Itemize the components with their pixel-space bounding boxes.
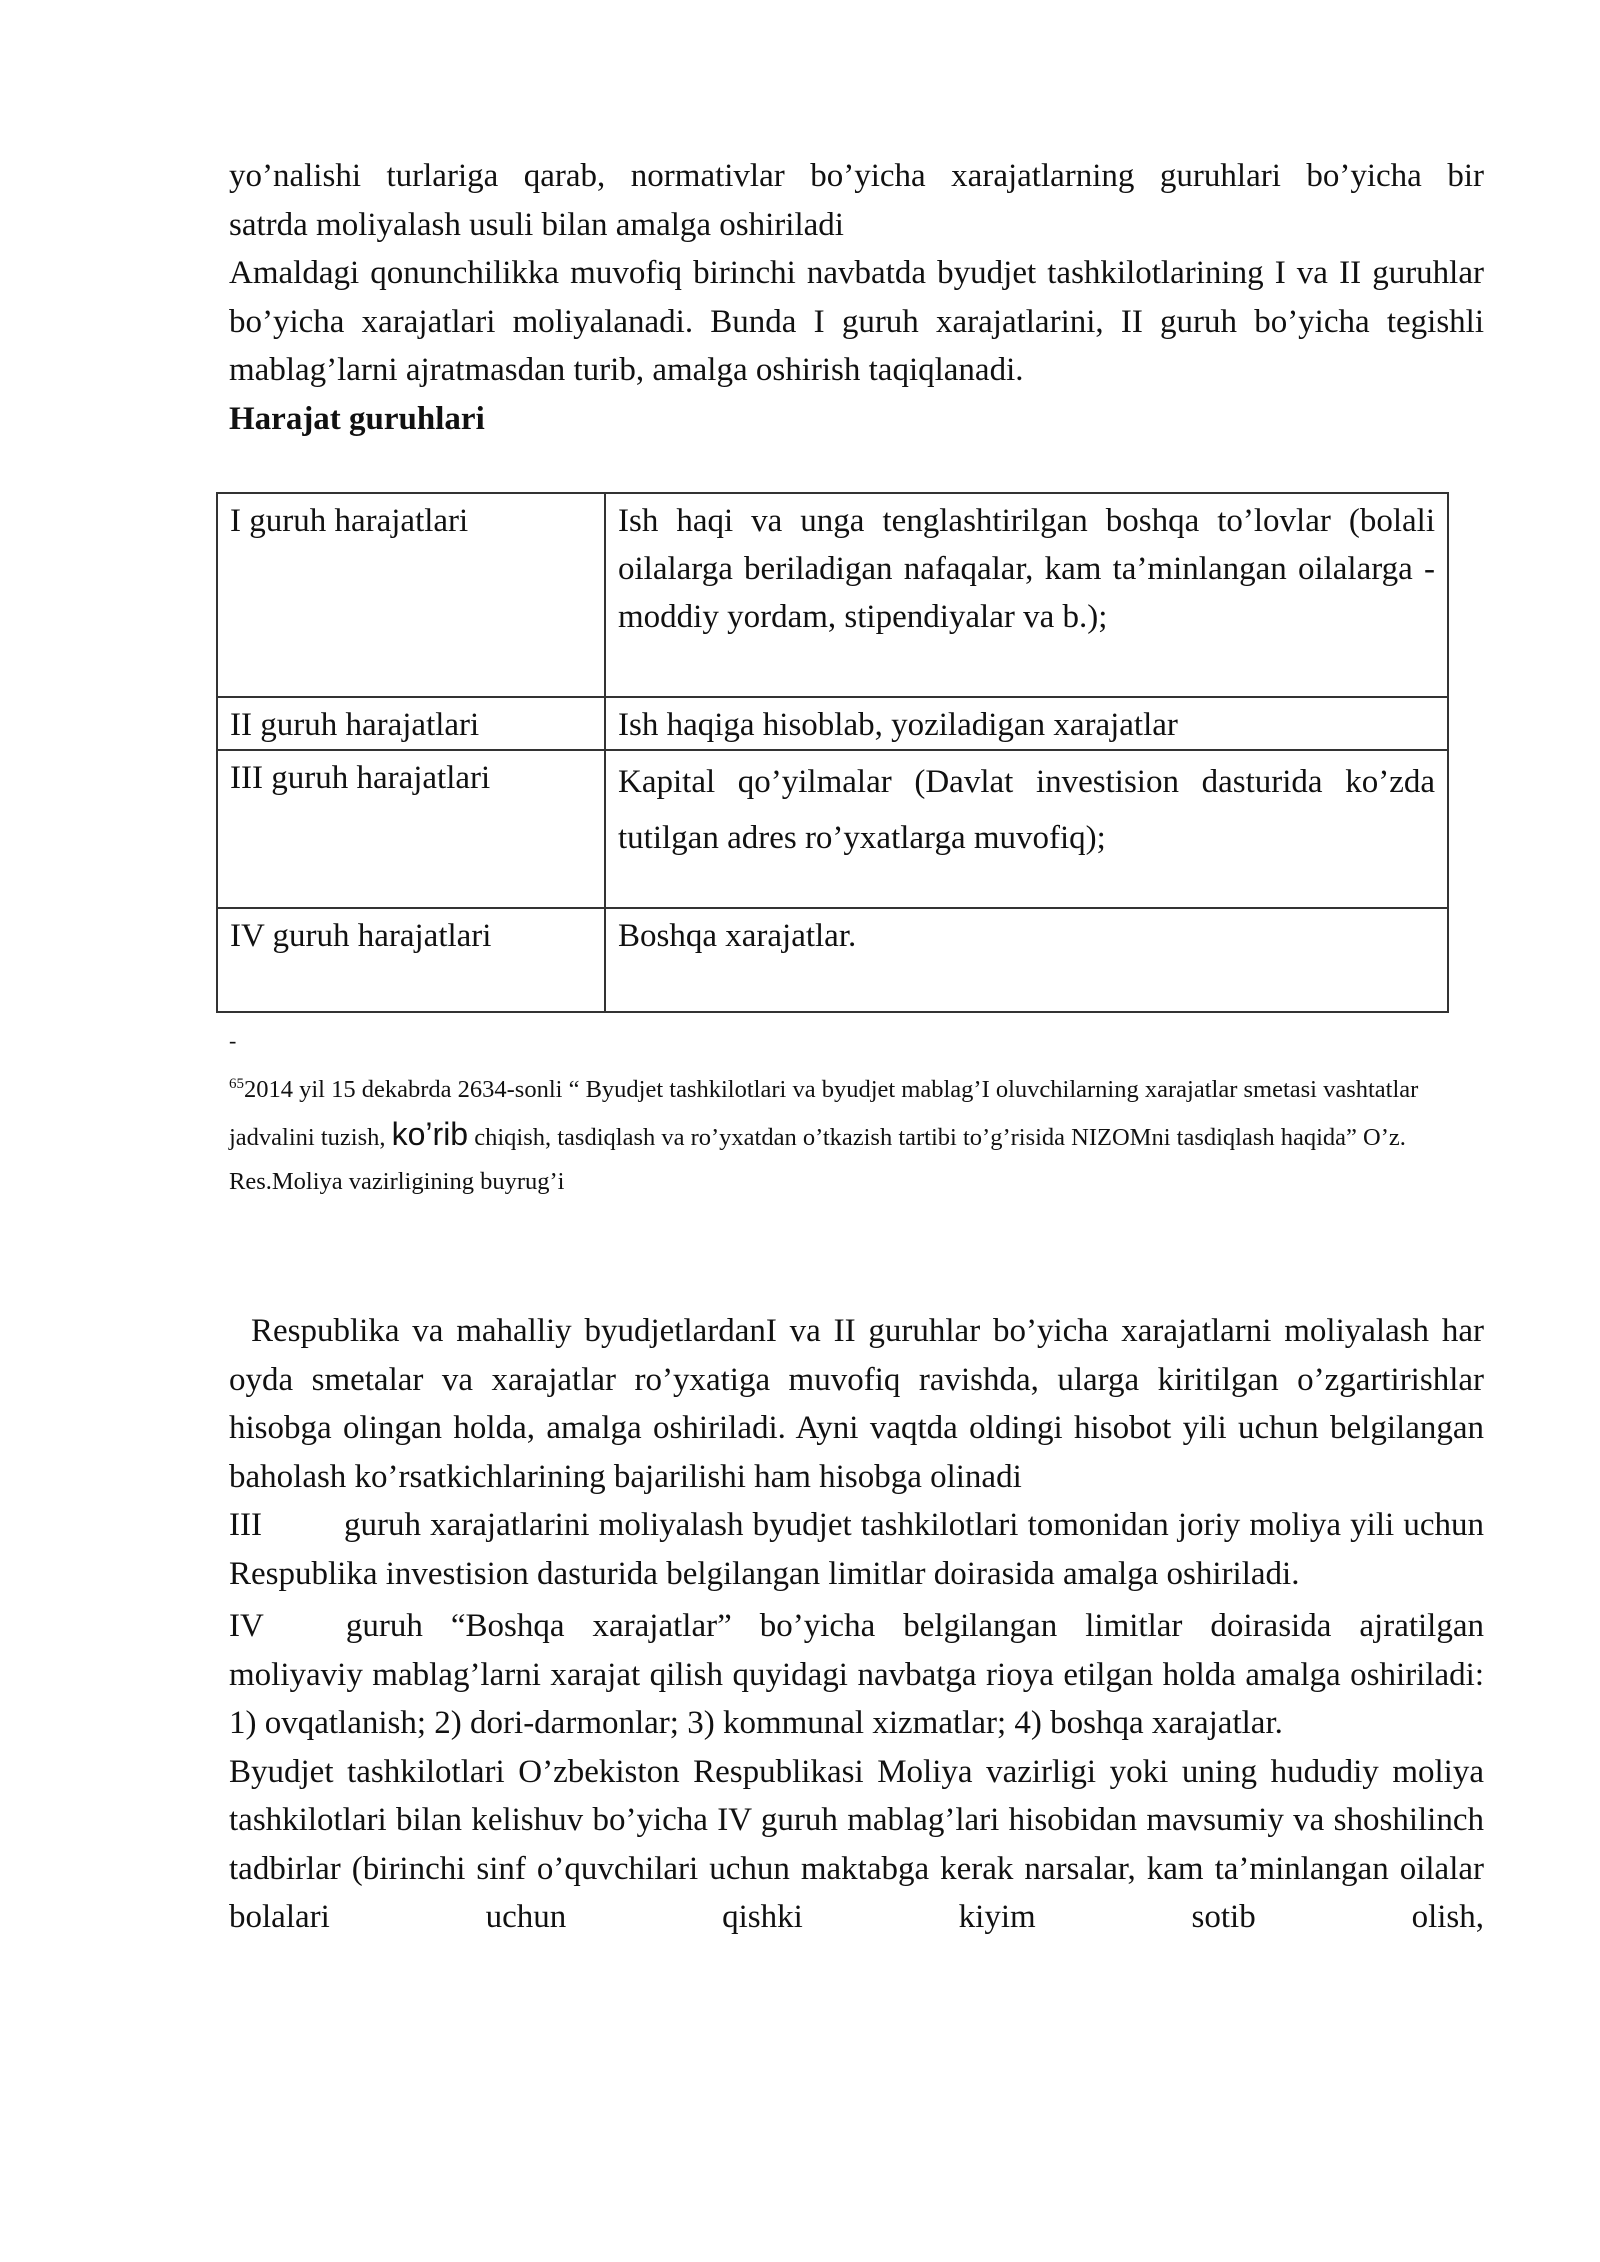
body-paragraph-2	[229, 1501, 1484, 1598]
footnote	[229, 1062, 1494, 1204]
footnote-separator: -	[229, 1028, 237, 1053]
footnote-text-large: ko’rib	[391, 1116, 469, 1153]
table-row	[217, 493, 1448, 697]
footnote-text-1: 2014 yil 15 dekabrda 2634-sonli “ Byudjet tashkilotlari va byudjet mablag’I oluvchilarning xarajatlar smetasi vashtatlar jadvalini tuzish,	[229, 1076, 1419, 1152]
group-cell: II guruh harajatlari	[217, 697, 605, 750]
intro-section	[229, 152, 1484, 443]
group-cell: III guruh harajatlari	[217, 750, 605, 908]
footnote-number: 65	[229, 1076, 244, 1092]
intro-paragraph-2: Amaldagi qonunchilikka muvofiq birinchi navbatda byudjet tashkilotlarining I va II guruhlar bo’yicha xarajatlari moliyalanadi. Bunda I guruh xarajatlarini, II guruh bo’yicha tegishli mablag’larni ajratmasdan turib, amalga oshirish taqiqlanadi.	[229, 255, 1484, 388]
description-cell: Ish haqi va unga tenglashtirilgan boshqa to’lovlar (bolali oilalarga beriladigan nafaqalar, kam ta’minlangan oilalarga - moddiy yordam, stipendiyalar va b.);	[605, 493, 1448, 697]
description-cell: Kapital qo’yilmalar (Davlat investision dasturida ko’zda tutilgan adres ro’yxatlarga muvofiq);	[605, 750, 1448, 908]
footnote-text-2: chiqish, tasdiqlash va ro’yxatdan o’tkazish tartibi to’g’risida NIZOMni tasdiqlash haqida” O’z. Res.Moliya vazirligining buyrug’i	[229, 1124, 1406, 1196]
paragraph-number: III	[229, 1507, 262, 1543]
table-row	[217, 750, 1448, 908]
table-row	[217, 908, 1448, 1012]
intro-line-2: satrda moliyalash usuli bilan amalga oshiriladi	[229, 206, 844, 243]
group-cell: IV guruh harajatlari	[217, 908, 605, 1012]
expense-groups-table	[216, 492, 1449, 1013]
description-cell: Ish haqiga hisoblab, yoziladigan xarajatlar	[605, 697, 1448, 750]
paragraph-text: guruh “Boshqa xarajatlar” bo’yicha belgilangan limitlar doirasida ajratilgan moliyaviy mablag’larni xarajat qilish quyidagi navbatga rioya etilgan holda amalga oshiriladi: 1) ovqatlanish; 2) dori-darmonlar; 3) kommunal xizmatlar; 4) boshqa xarajatlar.	[229, 1608, 1484, 1741]
paragraph-number: IV	[229, 1608, 264, 1644]
group-cell: I guruh harajatlari	[217, 493, 605, 697]
body-paragraph-1: Respublika va mahalliy byudjetlardanI va II guruhlar bo’yicha xarajatlarni moliyalash har oyda smetalar va xarajatlar ro’yxatiga muvofiq ravishda, ularga kiritilgan o’zgartirishlar hisobga olingan holda, amalga oshiriladi. Ayni vaqtda oldingi hisobot yili uchun belgilangan baholash ko’rsatkichlarining bajarilishi ham hisobga olinadi	[229, 1313, 1484, 1495]
body-section	[229, 1307, 1484, 1942]
table-row	[217, 697, 1448, 750]
body-paragraph-3	[229, 1602, 1484, 1748]
body-paragraph-4: Byudjet tashkilotlari O’zbekiston Respublikasi Moliya vazirligi yoki uning hududiy moliya tashkilotlari bilan kelishuv bo’yicha IV guruh mablag’lari hisobidan mavsumiy va shoshilinch tadbirlar (birinchi sinf o’quvchilari uchun maktabga kerak narsalar, kam ta’minlangan oilalar bolalari uchun qishki kiyim sotib olish,	[229, 1753, 1484, 1935]
section-heading: Harajat guruhlari	[229, 400, 485, 437]
paragraph-text: guruh xarajatlarini moliyalash byudjet tashkilotlari tomonidan joriy moliya yili uchun Respublika investision dasturida belgilangan limitlar doirasida amalga oshiriladi.	[229, 1507, 1484, 1592]
intro-paragraph	[229, 152, 1484, 249]
intro-line-1: yo’nalishi turlariga qarab, normativlar bo’yicha xarajatlarning guruhlari bo’yicha bir	[229, 158, 1484, 194]
description-cell: Boshqa xarajatlar.	[605, 908, 1448, 1012]
